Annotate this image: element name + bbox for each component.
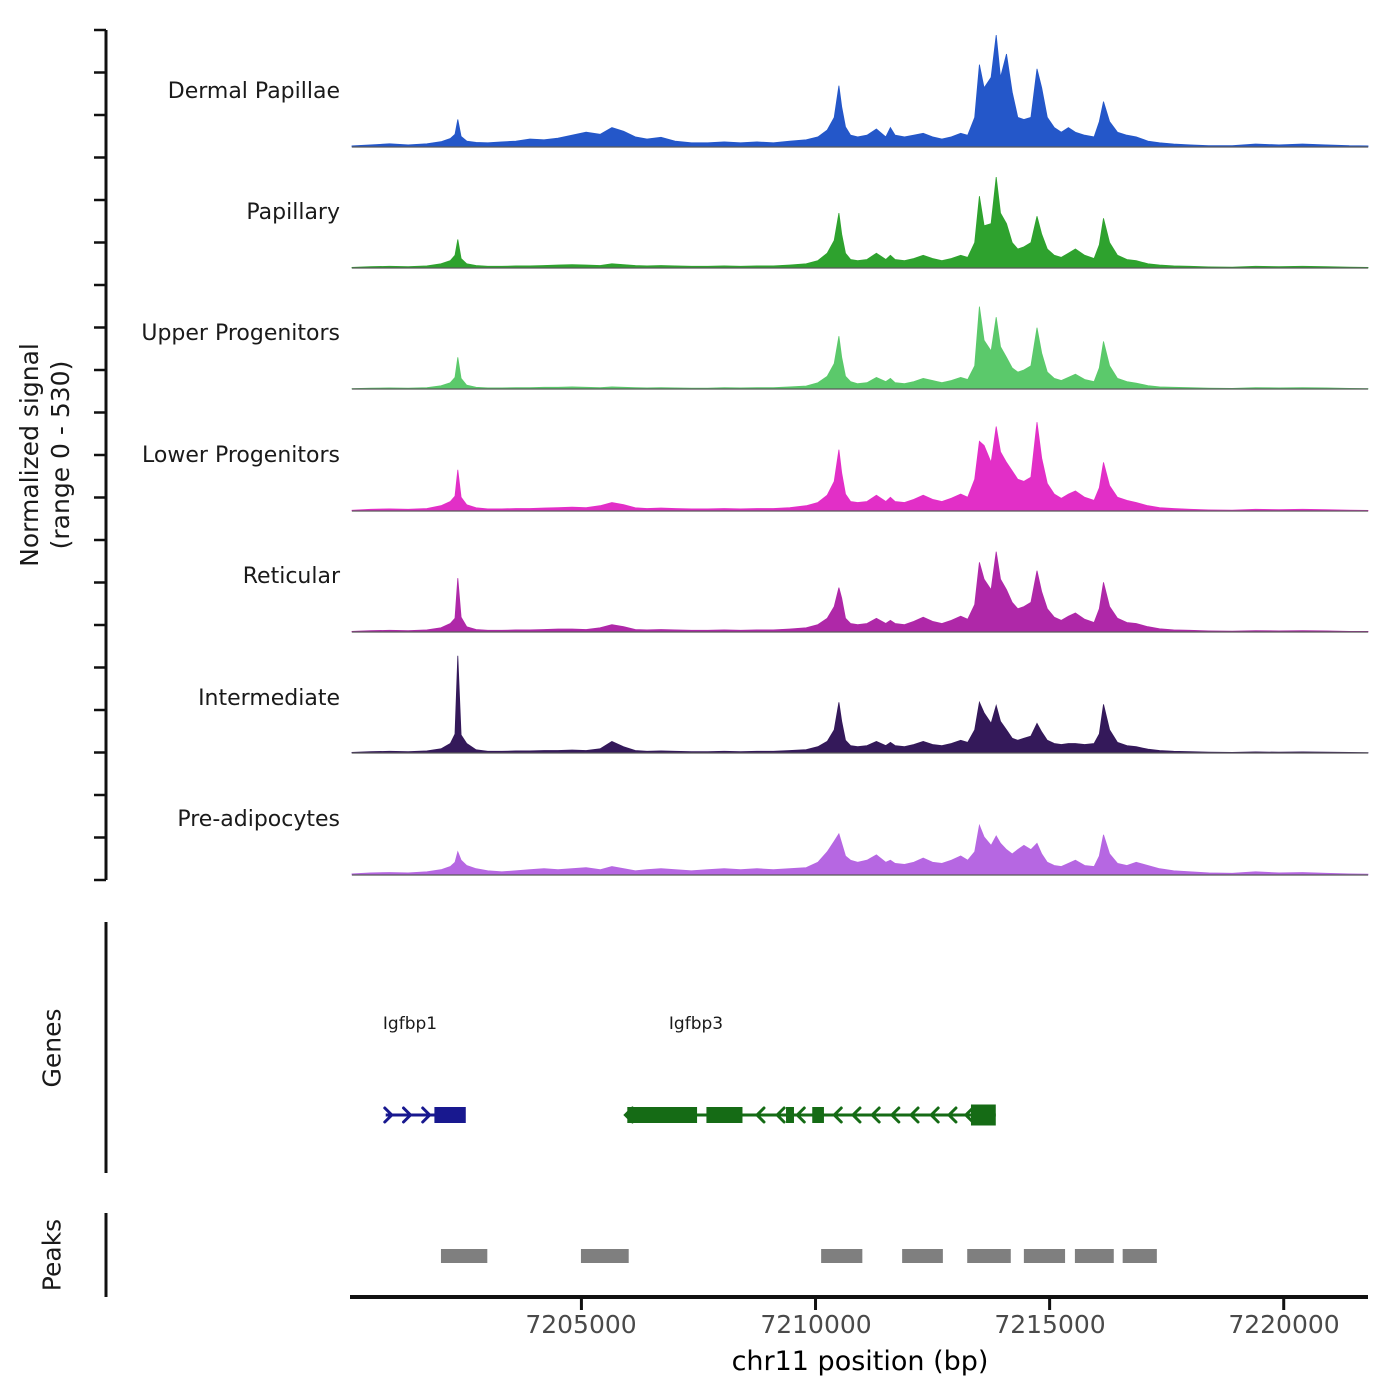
- gene-name-igfbp3: Igfbp3: [668, 1014, 724, 1034]
- gene-exon-igfbp1: [434, 1107, 465, 1123]
- signal-area-lower-progenitors: [352, 422, 1368, 511]
- x-tick-label-7210000: 7210000: [760, 1310, 872, 1339]
- x-axis-title: chr11 position (bp): [731, 1346, 989, 1377]
- y-axis-title: [14, 343, 76, 567]
- gene-exon-igfbp3: [812, 1107, 824, 1123]
- y-axis-title-line2: (range 0 - 530): [46, 360, 75, 550]
- peak-box: [1123, 1249, 1157, 1263]
- genes-section-label: Genes: [37, 1008, 67, 1088]
- x-tick-label-7205000: 7205000: [525, 1310, 637, 1339]
- x-tick-label-7220000: 7220000: [1228, 1310, 1340, 1339]
- peak-box: [581, 1249, 629, 1263]
- track-label-upper-progenitors: Upper Progenitors: [141, 321, 340, 346]
- gene-exon-igfbp3: [627, 1107, 697, 1123]
- peak-box: [902, 1249, 943, 1263]
- track-label-intermediate: Intermediate: [198, 686, 340, 711]
- gene-exon-igfbp3: [786, 1107, 794, 1123]
- gene-exon-igfbp3: [971, 1105, 996, 1126]
- peak-box: [441, 1249, 487, 1263]
- gene-exon-igfbp3: [706, 1107, 742, 1123]
- track-label-reticular: Reticular: [242, 564, 340, 589]
- peak-box: [821, 1249, 862, 1263]
- peak-box: [1024, 1249, 1065, 1263]
- gene-name-igfbp1: Igfbp1: [382, 1014, 438, 1034]
- peak-box: [967, 1249, 1011, 1263]
- track-label-lower-progenitors: Lower Progenitors: [142, 443, 340, 468]
- signal-area-reticular: [352, 552, 1368, 632]
- track-label-dermal-papillae: Dermal Papillae: [167, 79, 340, 104]
- track-label-papillary: Papillary: [246, 200, 340, 225]
- signal-area-papillary: [352, 177, 1368, 268]
- signal-area-dermal-papillae: [352, 35, 1368, 147]
- x-tick-label-7215000: 7215000: [994, 1310, 1106, 1339]
- signal-area-pre-adipocytes: [352, 825, 1368, 875]
- track-label-pre-adipocytes: Pre-adipocytes: [177, 807, 340, 832]
- y-axis-title-line1: Normalized signal: [15, 343, 44, 567]
- signal-area-upper-progenitors: [352, 307, 1368, 389]
- peak-box: [1075, 1249, 1114, 1263]
- signal-area-intermediate: [352, 656, 1368, 753]
- peaks-section-label: Peaks: [37, 1218, 67, 1292]
